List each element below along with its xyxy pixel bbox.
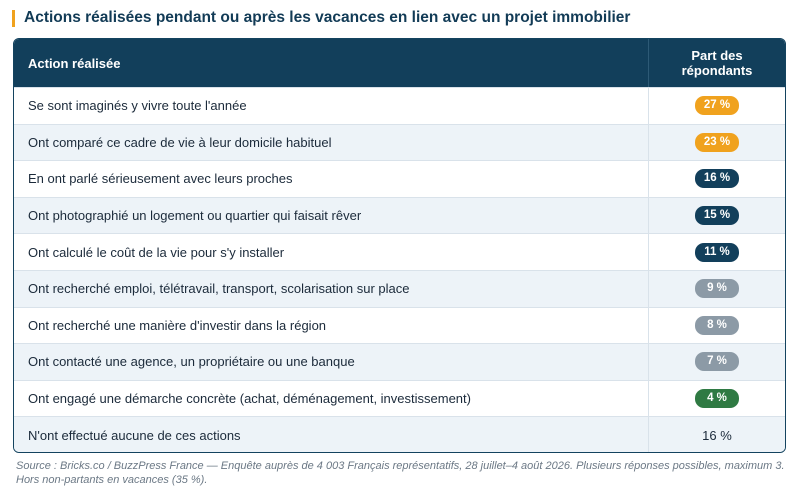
action-cell: Ont photographié un logement ou quartier qui faisait rêver (28, 208, 362, 224)
part-cell (648, 344, 785, 380)
part-cell (648, 271, 785, 307)
part-cell (648, 161, 785, 197)
table-row (14, 160, 785, 197)
percent-badge: 23 % (695, 133, 739, 152)
action-cell: Ont contacté une agence, un propriétaire ou une banque (28, 354, 355, 370)
source-note: Source : Bricks.co / BuzzPress France — Enquête auprès de 4 003 Français représentatifs, 28 juillet–4 août 2026. Plusieurs réponses possibles, maximum 3. Hors non-partants en vacances (35 %). (16, 460, 785, 486)
results-table (13, 38, 786, 453)
title-block (12, 9, 630, 27)
header-action: Action réalisée (28, 55, 121, 71)
action-cell: Ont calculé le coût de la vie pour s'y installer (28, 244, 285, 260)
percent-badge: 15 % (695, 206, 739, 225)
percent-badge: 16 % (695, 169, 739, 188)
table-row (14, 380, 785, 417)
percent-badge: 4 % (695, 389, 739, 408)
header-part-label: Part des répondants (681, 48, 753, 78)
header-part (648, 39, 785, 87)
table-row (14, 233, 785, 270)
title-accent-bar (12, 10, 15, 27)
action-cell: Ont engagé une démarche concrète (achat, déménagement, investissement) (28, 391, 471, 407)
table-header (14, 39, 785, 87)
percent-badge: 7 % (695, 352, 739, 371)
table-row (14, 307, 785, 344)
action-cell: Ont comparé ce cadre de vie à leur domicile habituel (28, 134, 332, 150)
action-cell: Ont recherché une manière d'investir dans la région (28, 317, 327, 333)
table-row (14, 197, 785, 234)
part-cell (648, 381, 785, 417)
part-cell (648, 308, 785, 344)
percent-badge: 27 % (695, 96, 739, 115)
table-row (14, 416, 785, 453)
action-cell: En ont parlé sérieusement avec leurs proches (28, 171, 293, 187)
action-cell: Se sont imaginés y vivre toute l'année (28, 98, 247, 114)
percent-badge: 8 % (695, 316, 739, 335)
part-cell (648, 125, 785, 161)
table-row (14, 124, 785, 161)
table-row (14, 343, 785, 380)
table-row (14, 87, 785, 124)
action-cell: Ont recherché emploi, télétravail, transport, scolarisation sur place (28, 281, 410, 297)
part-cell (648, 417, 785, 453)
percent-badge: 11 % (695, 243, 739, 262)
percent-badge: 9 % (695, 279, 739, 298)
table-row (14, 270, 785, 307)
part-cell (648, 198, 785, 234)
part-cell (648, 234, 785, 270)
action-cell: N'ont effectué aucune de ces actions (28, 427, 241, 443)
percent-value: 16 % (702, 427, 732, 443)
part-cell (648, 88, 785, 124)
page-title: Actions réalisées pendant ou après les vacances en lien avec un projet immobilier (24, 9, 631, 26)
table-body (14, 87, 785, 453)
